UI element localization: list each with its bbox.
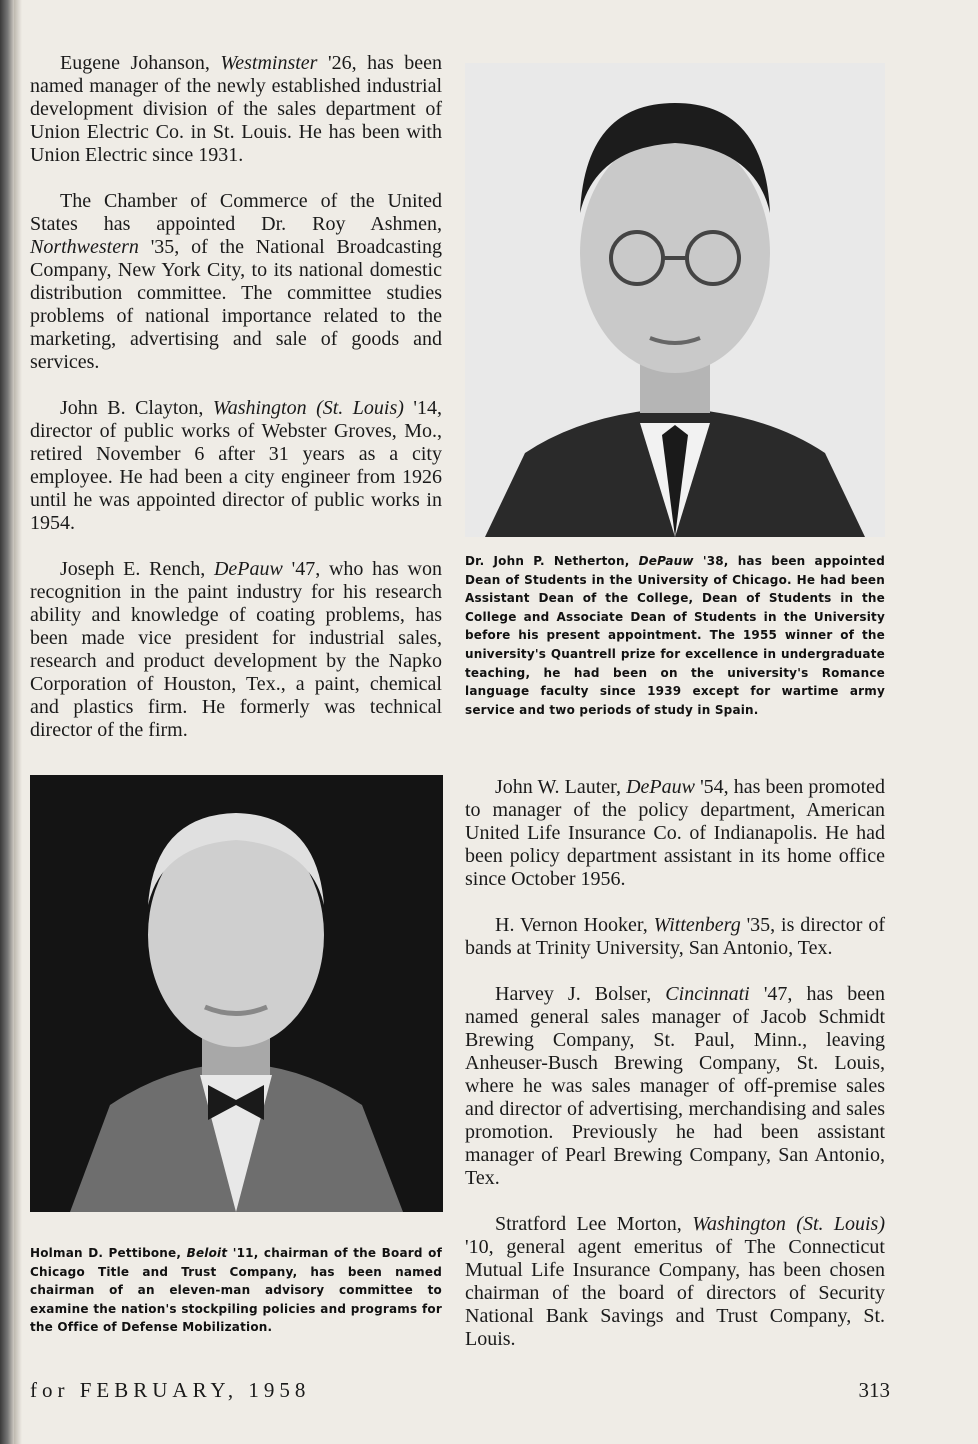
page-number: 313	[858, 1378, 890, 1402]
page-binding-edge	[14, 0, 22, 1444]
news-item: Eugene Johanson, Westminster '26, has been named manager of the newly established industrial development division of the sales department of Union Electric Co. in St. Louis. He has been with Union Electric since 1931.	[30, 52, 442, 166]
news-item: John W. Lauter, DePauw '54, has been promoted to manager of the policy department, American United Life Insurance Co. of Indianapolis. He had been policy department assistant in its home office since October 1956.	[465, 776, 885, 890]
page-binding-shadow	[0, 0, 14, 1444]
right-column	[465, 776, 885, 1374]
portrait-illustration	[465, 63, 885, 537]
portrait-photo-pettibone	[30, 775, 443, 1212]
portrait-illustration	[30, 775, 443, 1212]
photo-caption-pettibone: Holman D. Pettibone, Beloit '11, chairman of the Board of Chicago Title and Trust Company, has been named chairman of an eleven-man advisory committee to examine the nation's stockpiling policies and programs for the Office of Defense Mobilization.	[30, 1246, 442, 1335]
portrait-photo-netherton	[465, 63, 885, 537]
news-item: Joseph E. Rench, DePauw '47, who has won recognition in the paint industry for his research ability and knowledge of coating problems, has been made vice president for industrial sales, research and product development by the Napko Corporation of Houston, Tex., a paint, chemical and plastics firm. He formerly was technical director of the firm.	[30, 558, 442, 741]
news-item: The Chamber of Commerce of the United States has appointed Dr. Roy Ashmen, Northwestern '35, of the National Broadcasting Company, New York City, to its national domestic distribution committee. The committee studies problems of national importance related to the marketing, advertising and sale of goods and services.	[30, 190, 442, 373]
news-item: John B. Clayton, Washington (St. Louis) '14, director of public works of Webster Groves, Mo., retired November 6 after 31 years as a city employee. He had been a city engineer from 1926 until he was appointed director of public works in 1954.	[30, 397, 443, 534]
news-item: Harvey J. Bolser, Cincinnati '47, has been named general sales manager of Jacob Schmidt Brewing Company, St. Paul, Minn., leaving Anheuser-Busch Brewing Company, St. Louis, where he was sales manager of off-premise sales and director of advertising, merchandising and sales promotion. Previously he had been assistant manager of Pearl Brewing Company, San Antonio, Tex.	[465, 983, 885, 1189]
left-column	[30, 52, 442, 765]
photo-caption-netherton: Dr. John P. Netherton, DePauw '38, has been appointed Dean of Students in the University of Chicago. He had been Assistant Dean of the College, Dean of Students in the College and Associate Dean of Students in the University before his present appointment. The 1955 winner of the university's Quantrell prize for excellence in undergraduate teaching, he had been on the university's Romance language faculty since 1939 except for wartime army service and two periods of study in Spain.	[465, 554, 885, 717]
news-item: Stratford Lee Morton, Washington (St. Louis) '10, general agent emeritus of The Connecticut Mutual Life Insurance Company, has been chosen chairman of the board of directors of Security National Bank Savings and Trust Company, St. Louis.	[465, 1213, 885, 1350]
magazine-issue-label: for FEBRUARY, 1958	[30, 1378, 311, 1402]
page-footer	[30, 1378, 890, 1408]
news-item: H. Vernon Hooker, Wittenberg '35, is director of bands at Trinity University, San Antonio, Tex.	[465, 914, 886, 959]
